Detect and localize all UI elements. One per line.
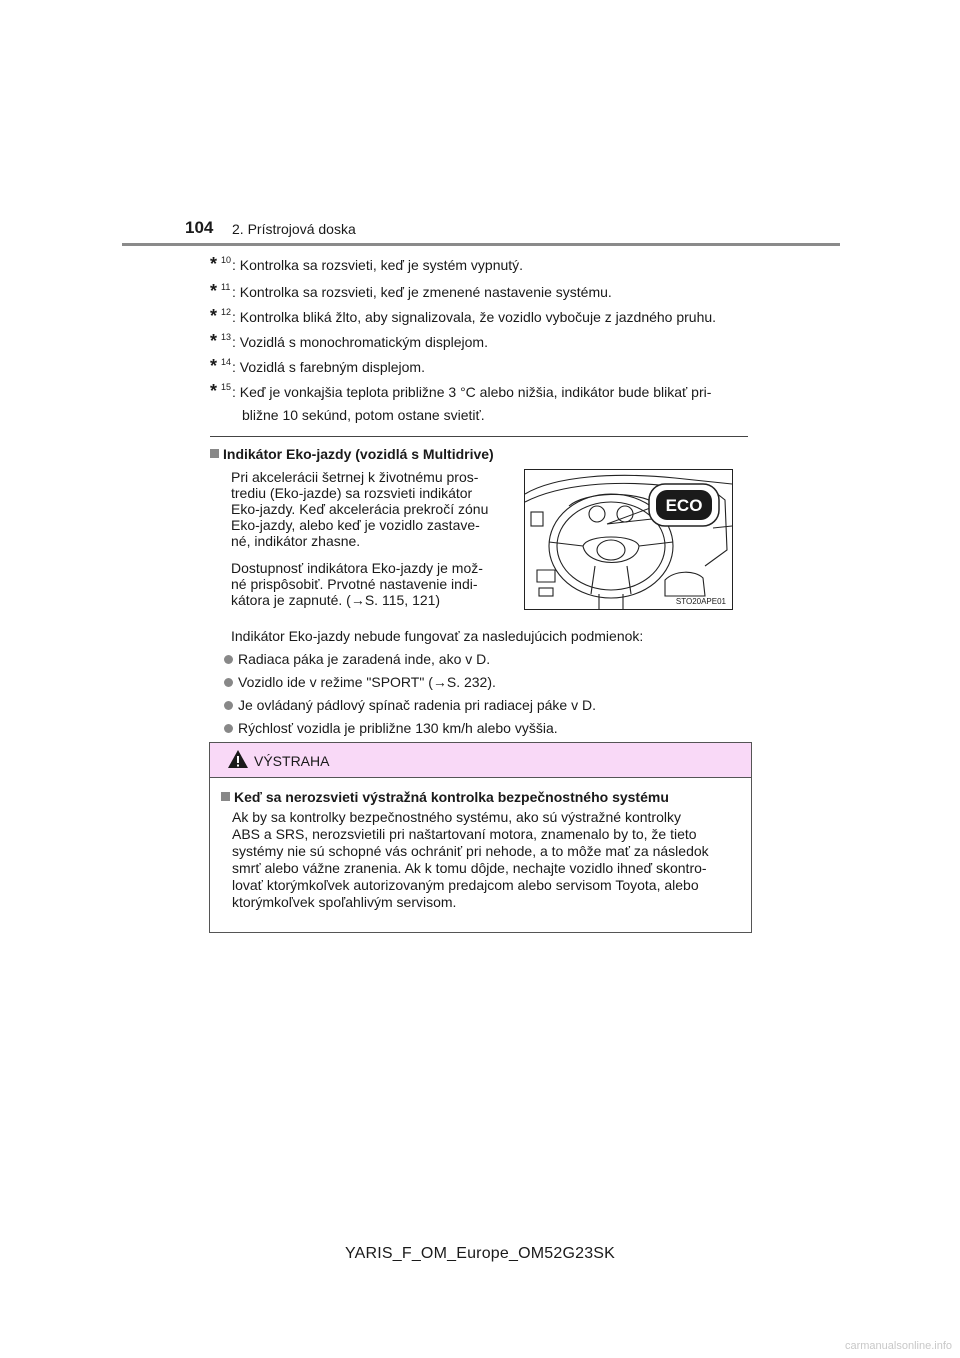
footnote-number: 11 xyxy=(221,282,231,292)
text-line: lovať ktorýmkoľvek autorizovaným predajcom alebo servisom Toyota, alebo xyxy=(232,877,699,893)
text-line: systémy nie sú schopné vás ochrániť pri nehode, a to môže mať za následok xyxy=(232,843,709,859)
text-line: Ak by sa kontrolky bezpečnostného systému, ako sú výstražné kontrolky xyxy=(232,809,681,825)
eco-heading: Indikátor Eko-jazdy (vozidlá s Multidrive) xyxy=(210,446,494,462)
bullet-icon xyxy=(224,701,233,710)
watermark: carmanualsonline.info xyxy=(844,1340,952,1352)
text-line: Pri akcelerácii šetrnej k životnému pros- xyxy=(231,469,479,485)
text-line: ABS a SRS, nerozsvietili pri naštartovaní motora, znamenalo by to, že tieto xyxy=(232,826,697,842)
footnote xyxy=(210,308,755,328)
footnote xyxy=(210,358,755,378)
section-divider xyxy=(210,436,748,437)
square-bullet-icon xyxy=(210,449,219,458)
footnote-number: 10 xyxy=(221,255,232,265)
condition-item: Je ovládaný pádlový spínač radenia pri radiacej páke v D. xyxy=(224,697,596,713)
text-line: Eko-jazdy. Keď akcelerácia prekročí zónu xyxy=(231,501,489,517)
warning-triangle-icon xyxy=(227,749,249,769)
document-footer: YARIS_F_OM_Europe_OM52G23SK xyxy=(344,1245,616,1262)
footnote-text: : Kontrolka sa rozsvieti, keď je systém vypnutý. xyxy=(232,257,524,273)
conditions-intro: Indikátor Eko-jazdy nebude fungovať za nasledujúcich podmienok: xyxy=(231,628,644,644)
footnote-mark: * xyxy=(210,356,218,376)
text-line: ktorýmkoľvek spoľahlivým servisom. xyxy=(232,894,457,910)
footnote-mark: * xyxy=(210,381,218,401)
bullet-icon xyxy=(224,678,233,687)
eco-description xyxy=(231,469,518,549)
text-line: smrť alebo vážne zranenia. Ak k tomu dôjde, nechajte vozidlo ihneď skontro- xyxy=(232,860,707,876)
text-line: Eko-jazdy, alebo keď je vozidlo zastave- xyxy=(231,517,480,533)
text-line: né, indikátor zhasne. xyxy=(231,533,361,549)
bullet-icon xyxy=(224,655,233,664)
footnote-mark: * xyxy=(210,331,218,351)
eco-customization xyxy=(231,560,518,608)
footnote-text: : Kontrolka sa rozsvieti, keď je zmenené nastavenie systému. xyxy=(232,284,612,300)
dashboard-illustration xyxy=(524,469,733,610)
text-line: Dostupnosť indikátora Eko-jazdy je mož- xyxy=(231,560,483,576)
footnote-text-continued: bližne 10 sekúnd, potom ostane svietiť. xyxy=(242,407,485,423)
square-bullet-icon xyxy=(221,792,230,801)
condition-item: Radiaca páka je zaradená inde, ako v D. xyxy=(224,651,490,667)
page-number: 104 xyxy=(185,218,214,237)
warning-header xyxy=(210,743,751,778)
footnote-number: 12 xyxy=(221,307,232,317)
footnote-mark: * xyxy=(210,306,218,326)
condition-item: Rýchlosť vozidla je približne 130 km/h alebo vyššia. xyxy=(224,720,558,736)
text-line: né prispôsobiť. Prvotné nastavenie indi- xyxy=(231,576,478,592)
footnote-mark: * xyxy=(210,281,218,301)
footnote-text: : Keď je vonkajšia teplota približne 3 °C alebo nižšia, indikátor bude blikať pri- xyxy=(232,384,712,400)
footnote xyxy=(210,333,755,353)
footnote-mark: * xyxy=(210,254,218,274)
footnote-text: : Vozidlá s farebným displejom. xyxy=(232,359,425,375)
footnote xyxy=(210,256,755,276)
warning-subheading: Keď sa nerozsvieti výstražná kontrolka bezpečnostného systému xyxy=(221,789,669,805)
text-line: kátora je zapnuté. (→S. 115, 121) xyxy=(231,592,441,608)
footnote-number: 15 xyxy=(221,382,232,392)
footnote-text: : Vozidlá s monochromatickým displejom. xyxy=(232,334,488,350)
section-title: 2. Prístrojová doska xyxy=(232,221,356,237)
text-line: trediu (Eko-jazde) sa rozsvieti indikátor xyxy=(231,485,473,501)
warning-title: VÝSTRAHA xyxy=(254,753,330,769)
condition-item: Vozidlo ide v režime "SPORT" (→S. 232). xyxy=(224,674,496,690)
footnote-number: 14 xyxy=(221,357,232,367)
footnote xyxy=(210,283,755,303)
footnote-number: 13 xyxy=(221,332,232,342)
footnote-text: : Kontrolka bliká žlto, aby signalizovala, že vozidlo vybočuje z jazdného pruhu. xyxy=(232,309,717,325)
bullet-icon xyxy=(224,724,233,733)
header-divider xyxy=(122,243,840,246)
steering-wheel-illustration xyxy=(525,470,732,609)
warning-box xyxy=(209,742,752,933)
eco-badge-label: ECO xyxy=(665,496,703,515)
warning-body xyxy=(232,809,741,911)
footnote xyxy=(210,383,755,425)
figure-caption: STO20APE01 xyxy=(675,597,726,606)
